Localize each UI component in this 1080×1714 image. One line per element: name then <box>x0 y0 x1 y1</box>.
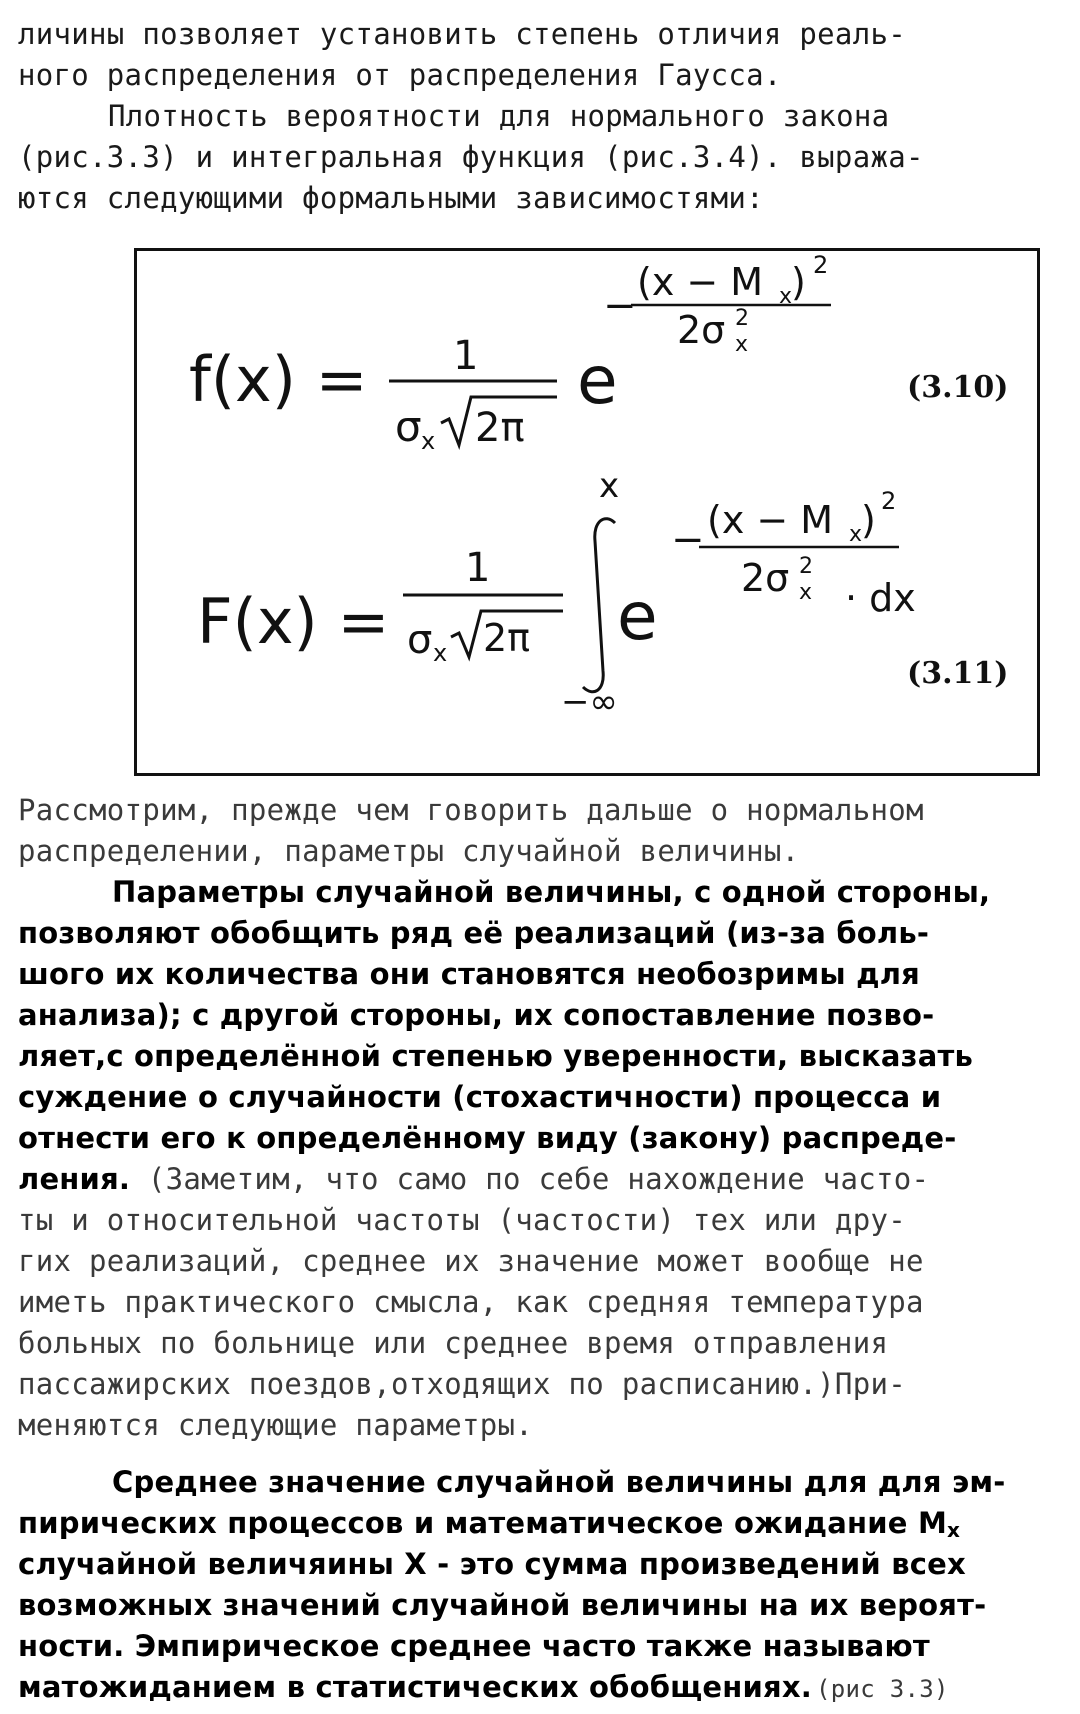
mean-mx-sub: x <box>947 1518 961 1543</box>
F-exp-num-sub: x <box>849 522 863 547</box>
mean-line-6-wrap <box>18 1667 949 1710</box>
F-exp-base: e <box>617 578 658 655</box>
params-mixed-line <box>18 1159 929 1200</box>
params-bold-line-2: позволяют обобщить ряд её реализаций (из-за боль- <box>18 916 930 950</box>
mean-line-3: случайной величяины X - это сумма произведений всех <box>18 1547 966 1581</box>
f-label: f(x) = <box>189 343 368 416</box>
mean-line-5: ности. Эмпирическое среднее часто также называют <box>18 1629 930 1663</box>
mean-line-2-wrap <box>18 1503 960 1544</box>
F-label: F(x) = <box>197 585 390 658</box>
params-bold-line-5: ляет,с определённой степенью уверенности, высказать <box>18 1039 974 1073</box>
F-dx: · dx <box>845 576 916 620</box>
f-den-root: 2π <box>475 405 525 451</box>
F-numerator: 1 <box>465 545 491 591</box>
equation-number-3-11: (3.11) <box>907 656 1009 691</box>
note-line-6: меняются следующие параметры. <box>18 1408 534 1442</box>
intro-line-3: Плотность вероятности для нормального закона <box>108 99 890 133</box>
f-exp-den: 2σ <box>677 308 726 352</box>
F-int-lower: −∞ <box>561 682 618 722</box>
F-exp-num-pow: 2 <box>881 487 897 515</box>
F-exp-num-close: ) <box>861 498 876 542</box>
mean-line-1: Среднее значение случайной величины для для эм- <box>112 1465 1006 1499</box>
F-exp-den-sub: x <box>799 580 813 605</box>
params-bold-line-7: отнести его к определённому виду (закону) распреде- <box>18 1121 957 1155</box>
fig-reference: (рис 3.3) <box>816 1675 949 1703</box>
f-exp-base: e <box>577 342 618 419</box>
f-exp-minus: − <box>603 283 637 329</box>
note-line-4: больных по больнице или среднее время отправления <box>18 1326 889 1360</box>
equation-number-3-10: (3.10) <box>907 370 1009 405</box>
F-den-sub: x <box>433 639 448 667</box>
params-intro-line-1: Рассмотрим, прежде чем говорить дальше о нормальном <box>18 793 924 827</box>
f-exp-num-close: ) <box>791 260 806 304</box>
intro-line-2: ного распределения от распределения Гаусса. <box>18 58 782 92</box>
F-exp-den: 2σ <box>741 556 790 600</box>
f-den-sigma: σ <box>395 402 422 451</box>
f-exp-num-pow: 2 <box>813 251 829 279</box>
mean-line-4: возможных значений случайной величины на их вероят- <box>18 1588 987 1622</box>
f-numerator: 1 <box>453 333 479 379</box>
F-int-upper: x <box>599 466 620 506</box>
params-intro-line-2: распределении, параметры случайной величины. <box>18 834 800 868</box>
f-exp-den-pow: 2 <box>735 306 749 331</box>
intro-line-5: ются следующими формальными зависимостями: <box>18 181 764 215</box>
params-bold-line-4: анализа); с другой стороны, их сопоставление позво- <box>18 998 935 1032</box>
integral-sign <box>583 519 615 692</box>
F-den-root: 2π <box>483 616 531 660</box>
params-note-start: (Заметим, что само по себе нахождение часто- <box>130 1162 930 1196</box>
params-bold-line-1: Параметры случайной величины, с одной стороны, <box>112 875 991 909</box>
f-exp-den-sub: x <box>735 332 749 357</box>
F-exp-minus: − <box>671 517 705 563</box>
f-exp-num-sub: x <box>779 284 793 309</box>
F-den-sigma: σ <box>407 617 433 663</box>
formula-box <box>134 248 1040 776</box>
intro-line-1: личины позволяет установить степень отличия реаль- <box>18 17 906 51</box>
formula-svg <box>137 251 1037 773</box>
f-den-sub: x <box>421 427 436 455</box>
F-exp-den-pow: 2 <box>799 554 813 579</box>
mean-line-6: матожиданием в статистических обобщениях. <box>18 1670 813 1704</box>
note-line-1: ты и относительной частоты (частости) тех или дру- <box>18 1203 906 1237</box>
note-line-5: пассажирских поездов,отходящих по расписанию.)При- <box>18 1367 906 1401</box>
mean-line-2: пирических процессов и математическое ожидание M <box>18 1506 948 1540</box>
F-exp-num: (x − M <box>707 498 834 542</box>
params-bold-last: ления. <box>18 1162 131 1196</box>
f-exp-num: (x − M <box>637 260 764 304</box>
note-line-3: иметь практического смысла, как средняя температура <box>18 1285 924 1319</box>
params-bold-line-6: суждение о случайности (стохастичности) процесса и <box>18 1080 942 1114</box>
note-line-2: гих реализаций, среднее их значение может вообще не <box>18 1244 924 1278</box>
intro-line-4: (рис.3.3) и интегральная функция (рис.3.4). выража- <box>18 140 924 174</box>
params-bold-line-3: шого их количества они становятся необозримы для <box>18 957 921 991</box>
